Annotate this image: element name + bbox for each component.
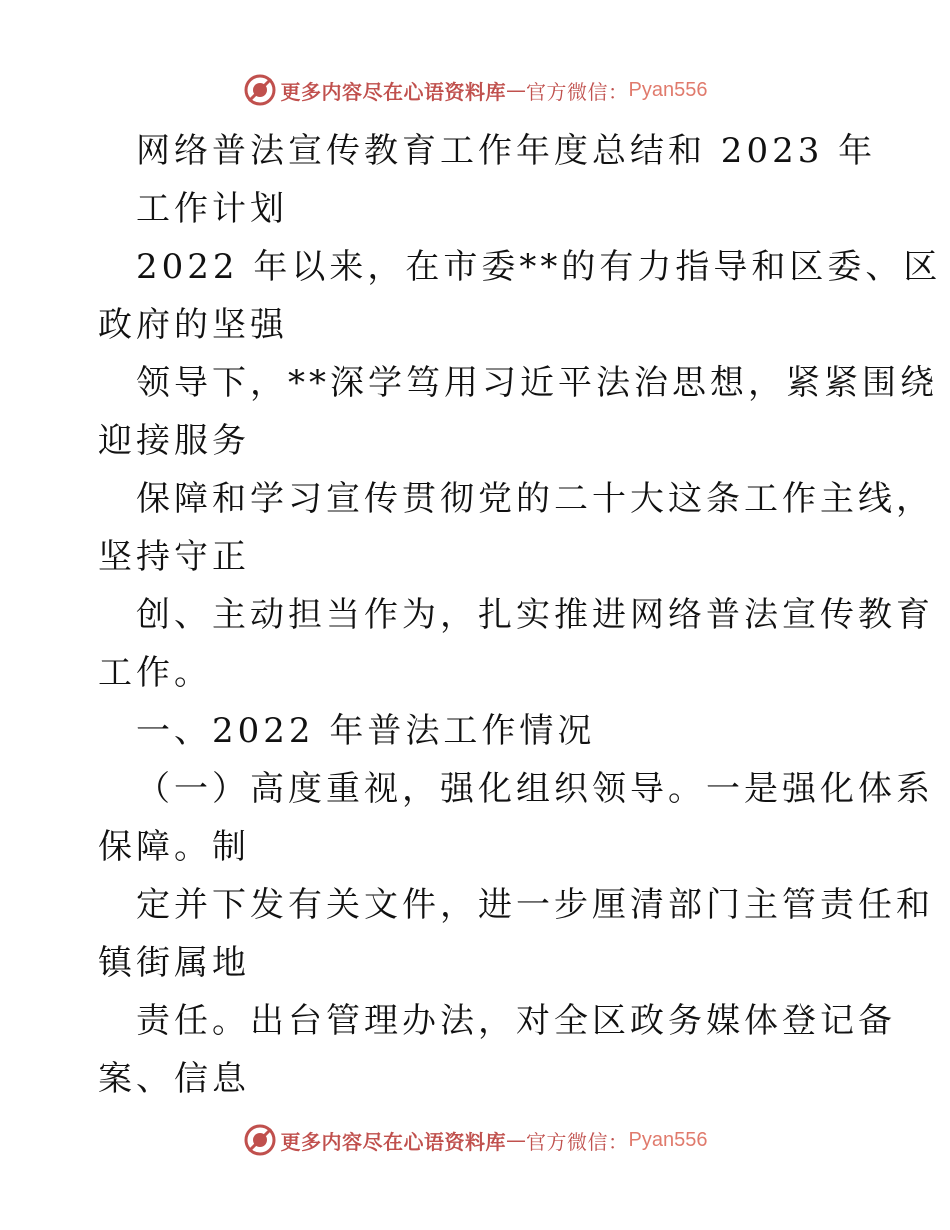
paragraph-line: 责任。出台管理办法，对全区政务媒体登记备 [136,1001,896,1041]
paragraph-line: 工作。 [98,653,212,693]
footer-watermark [0,1120,950,1160]
paragraph-line: 迎接服务 [98,421,250,461]
paragraph-line: 保障和学习宣传贯彻党的二十大这条工作主线， [136,479,934,519]
paragraph-line: 镇街属地 [98,943,250,983]
paragraph-line: 定并下发有关文件，进一步厘清部门主管责任和 [136,885,934,925]
watermark-text: 更多内容尽在心语资料库 [280,79,507,104]
paragraph-line: 领导下，**深学笃用习近平法治思想，紧紧围绕 [136,363,938,403]
paragraph-line: 创、主动担当作为，扎实推进网络普法宣传教育 [136,595,934,635]
watermark-wechat-id: Pyan556 [628,1128,708,1151]
watermark-wechat-label: 官方微信： [526,79,629,104]
watermark-wechat-label: 官方微信： [526,1129,629,1154]
paragraph-line: （一）高度重视，强化组织领导。一是强化体系 [136,769,934,809]
paragraph-line: 政府的坚强 [98,305,288,345]
paragraph-line: 案、信息 [98,1059,250,1099]
watermark-dash: — [506,78,527,102]
document-body [98,122,942,1108]
header-watermark [0,70,950,110]
watermark-dash: — [506,1128,527,1152]
paragraph-line: 保障。制 [98,827,250,867]
doc-title-line-1: 网络普法宣传教育工作年度总结和 2023 年 [136,131,877,171]
watermark-text: 更多内容尽在心语资料库 [280,1129,507,1154]
watermark-logo-icon [243,73,277,107]
paragraph-line: 坚持守正 [98,537,250,577]
doc-title-line-2: 工作计划 [136,189,288,229]
watermark-logo-icon [243,1123,277,1157]
section-heading: 一、2022 年普法工作情况 [136,711,596,751]
watermark-wechat-id: Pyan556 [628,78,708,101]
paragraph-line: 2022 年以来，在市委**的有力指导和区委、区 [136,247,942,287]
